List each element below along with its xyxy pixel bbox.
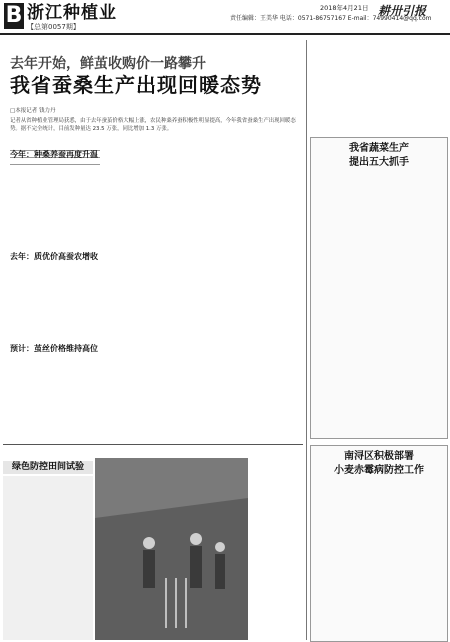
field-photo-image: [95, 458, 248, 640]
lead-paragraph: 记者从省种植业管理局获悉，由于去年蚕茧价格大幅上涨，农民种桑养蚕积极性明显提高，今年我省蚕桑生产出现回暖态势。据不完全统计，目前发种量达 23.5 万张，同比增加 1.3 万张。: [10, 118, 296, 132]
section-divider: [3, 444, 303, 445]
wheat-box: [310, 445, 448, 642]
vegetable-headline-2: 提出五大抓手: [349, 157, 409, 168]
issue-date: 2018年4月21日: [320, 4, 369, 12]
editor-info: 责任编辑：王美华 电话：0571-86757167 E-mail：74990414@qq.com: [230, 15, 432, 22]
subhead-this-year: 今年：种桑养蚕再度升温: [10, 150, 98, 159]
subhead-forecast: 预计：茧丝价格维持高位: [10, 344, 98, 353]
lead-byline: □本报记者 钱力丹: [10, 108, 56, 114]
masthead-rule: [0, 33, 450, 35]
vegetable-headline-1: 我省蔬菜生产: [349, 143, 409, 154]
vegetable-box: [310, 137, 448, 439]
masthead: [0, 0, 450, 34]
wheat-headline-1: 南浔区积极部署: [344, 451, 414, 462]
wheat-headline-2: 小麦赤霉病防控工作: [334, 465, 424, 476]
lead-headline: 我省蚕桑生产出现回暖态势: [10, 73, 262, 97]
subhead-last-year: 去年：质优价高蚕农增收: [10, 252, 98, 261]
field-photo: [95, 458, 248, 640]
lead-body-text: [10, 150, 300, 450]
column-divider: [306, 40, 307, 640]
lead-kicker: 去年开始，鲜茧收购价一路攀升: [10, 56, 206, 72]
section-letter: B: [5, 3, 23, 28]
sidebar-body: [3, 476, 93, 640]
issue-number: 【总第0057期】: [27, 23, 80, 31]
sidebar-title: 绿色防控田间试验: [3, 461, 93, 474]
newspaper-logo: 耕卅引报: [378, 4, 427, 18]
section-title: 浙江种植业: [27, 3, 117, 23]
